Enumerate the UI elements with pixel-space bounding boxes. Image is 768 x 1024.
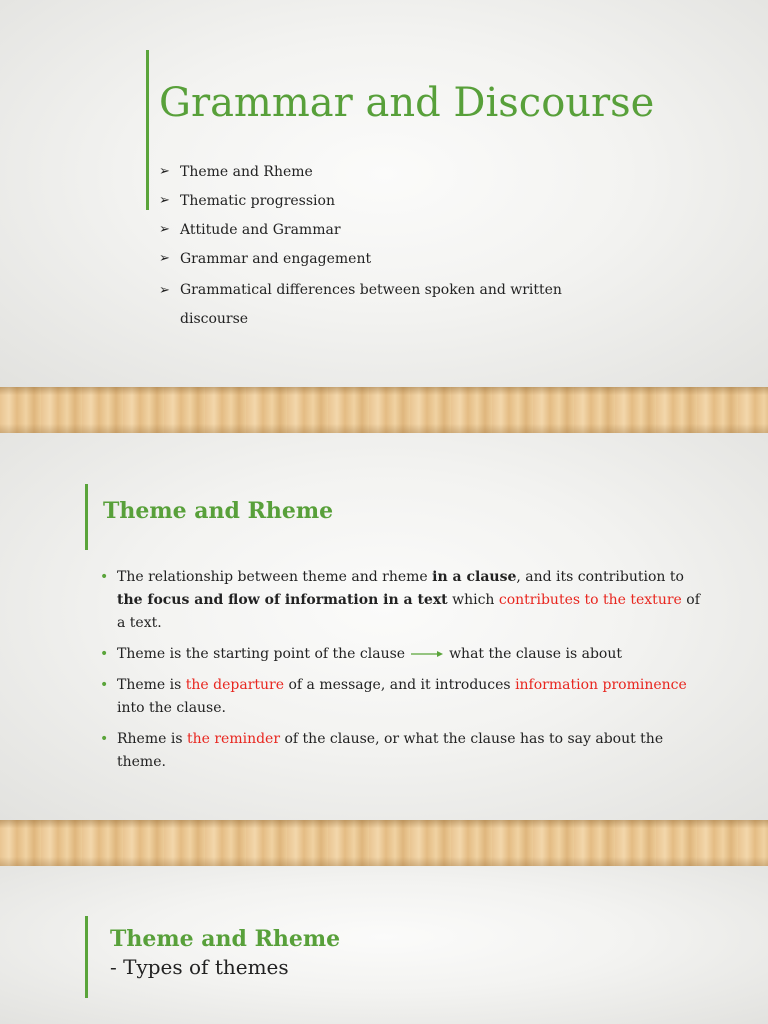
list-item: ➢ Grammar and engagement xyxy=(159,247,580,276)
wood-divider xyxy=(0,820,768,866)
definition-list xyxy=(100,566,700,782)
list-item: ➢ Grammatical differences between spoken and written discourse xyxy=(159,276,580,334)
arrowhead-bullet-icon: ➢ xyxy=(159,222,170,237)
green-dot-bullet-icon: • xyxy=(100,677,109,693)
list-item: ➢ Thematic progression xyxy=(159,189,580,218)
arrowhead-bullet-icon: ➢ xyxy=(159,283,170,298)
list-item: • The relationship between theme and rheme in a clause, and its contribution to the focus and flow of information in a text which contributes to the texture of a text. xyxy=(100,566,700,635)
arrowhead-bullet-icon: ➢ xyxy=(159,164,170,179)
wood-divider xyxy=(0,387,768,433)
slide-title: Theme and Rheme xyxy=(103,498,334,524)
title-accent-bar xyxy=(146,50,149,210)
list-item: • Rheme is the reminder of the clause, or what the clause has to say about the theme. xyxy=(100,728,700,774)
list-item: • Theme is the departure of a message, and it introduces information prominence into the clause. xyxy=(100,674,700,720)
right-arrow-icon xyxy=(411,650,443,658)
green-dot-bullet-icon: • xyxy=(100,731,109,747)
topic-list xyxy=(159,160,580,334)
list-item: • Theme is the starting point of the clause what the clause is about xyxy=(100,643,700,666)
arrowhead-bullet-icon: ➢ xyxy=(159,193,170,208)
green-dot-bullet-icon: • xyxy=(100,569,109,585)
list-item: ➢ Attitude and Grammar xyxy=(159,218,580,247)
slide-title: Theme and Rheme xyxy=(110,926,341,952)
slide-grammar-and-discourse xyxy=(0,0,768,387)
title-accent-bar xyxy=(85,484,88,550)
title-accent-bar xyxy=(85,916,88,998)
list-item: ➢ Theme and Rheme xyxy=(159,160,580,189)
slide-title: Grammar and Discourse xyxy=(159,80,655,126)
green-dot-bullet-icon: • xyxy=(100,646,109,662)
slide-subtitle: - Types of themes xyxy=(110,955,289,979)
arrowhead-bullet-icon: ➢ xyxy=(159,251,170,266)
